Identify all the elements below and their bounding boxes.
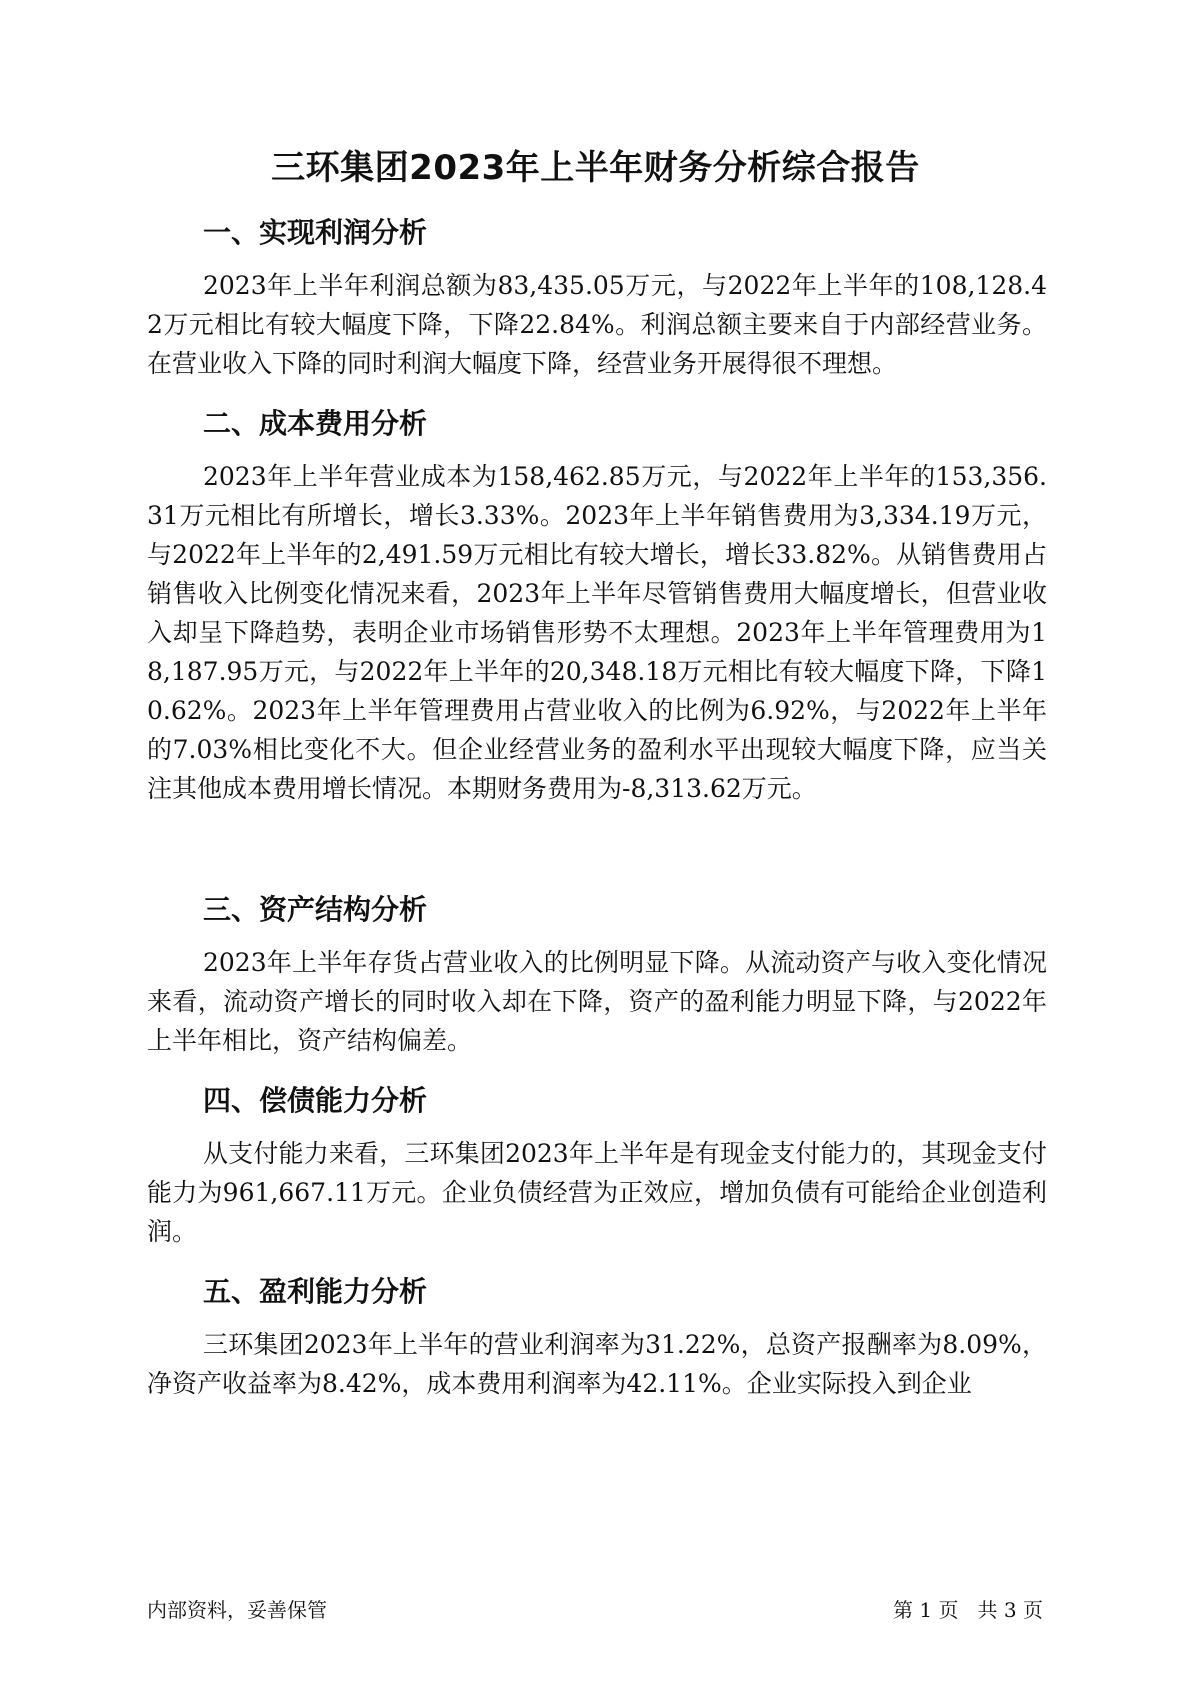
section-heading: 二、成本费用分析 (203, 407, 428, 440)
section-paragraph: 三环集团2023年上半年的营业利润率为31.22%，总资产报酬率为8.09%，净资产收益率为8.42%，成本费用利润率为42.11%。企业实际投入到企业 (147, 1330, 1047, 1398)
document-title: 三环集团2023年上半年财务分析综合报告 (271, 148, 920, 188)
section-paragraph: 2023年上半年利润总额为83,435.05万元，与2022年上半年的108,128.42万元相比有较大幅度下降，下降22.84%。利润总额主要来自于内部经营业务。在营业收入下降的同时利润大幅度下降，经营业务开展得很不理想。 (147, 271, 1047, 378)
footer-confidential-note: 内部资料，妥善保管 (147, 1598, 327, 1622)
section-heading: 五、盈利能力分析 (203, 1275, 428, 1308)
section-solvency-analysis (147, 1082, 1047, 1251)
section-profitability-analysis (147, 1273, 1047, 1403)
section-profit-analysis (147, 214, 1047, 383)
section-paragraph: 2023年上半年营业成本为158,462.85万元，与2022年上半年的153,356.31万元相比有所增长，增长3.33%。2023年上半年销售费用为3,334.19万元，与2022年上半年的2,491.59万元相比有较大增长，增长33.82%。从销售费用占销售收入比例变化情况来看，2023年上半年尽管销售费用大幅度增长，但营业收入却呈下降趋势，表明企业市场销售形势不太理想。2023年上半年管理费用为18,187.95万元，与2022年上半年的20,348.18万元相比有较大幅度下降，下降10.62%。2023年上半年管理费用占营业收入的比例为6.92%，与2022年上半年的7.03%相比变化不大。但企业经营业务的盈利水平出现较大幅度下降，应当关注其他成本费用增长情况。本期财务费用为-8,313.62万元。 (147, 462, 1047, 803)
section-heading: 三、资产结构分析 (203, 893, 428, 926)
section-paragraph: 2023年上半年存货占营业收入的比例明显下降。从流动资产与收入变化情况来看，流动资产增长的同时收入却在下降，资产的盈利能力明显下降，与2022年上半年相比，资产结构偏差。 (147, 948, 1047, 1055)
section-cost-analysis (147, 405, 1047, 808)
section-heading: 四、偿债能力分析 (203, 1084, 428, 1117)
footer-page-number: 第 1 页 共 3 页 (893, 1598, 1043, 1622)
section-asset-structure-analysis (147, 891, 1047, 1060)
section-heading: 一、实现利润分析 (203, 216, 428, 249)
section-paragraph: 从支付能力来看，三环集团2023年上半年是有现金支付能力的，其现金支付能力为961,667.11万元。企业负债经营为正效应，增加负债有可能给企业创造利润。 (147, 1139, 1047, 1246)
